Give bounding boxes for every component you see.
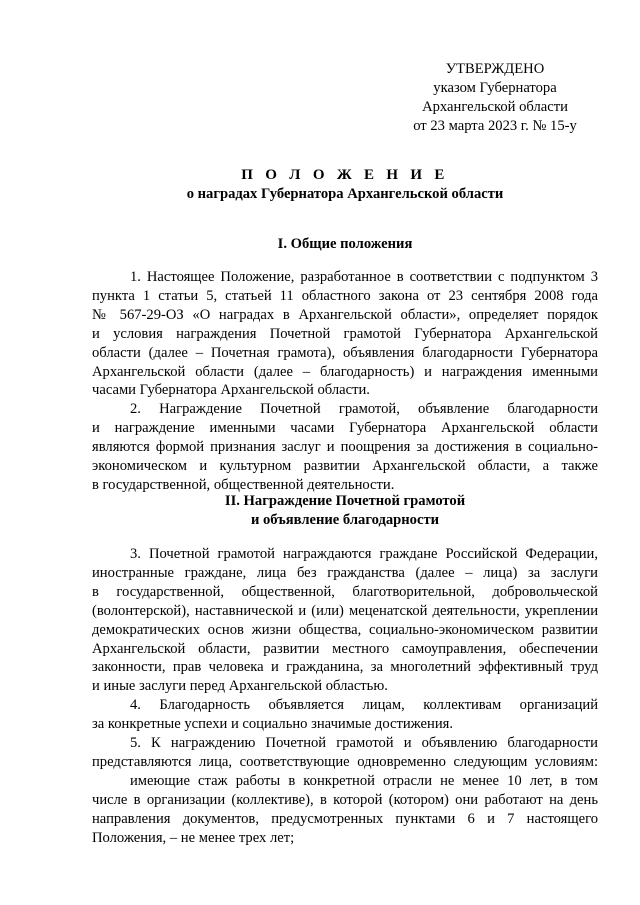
text-line: Архангельской области, развитии местного самоуправления, обеспечении: [92, 640, 598, 657]
text-line: экономическом и культурном развитии Архангельской области, а также: [92, 458, 598, 475]
text-line: пункта 1 статьи 5, статьей 11 областного закона от 23 сентября 2008 года: [92, 287, 598, 304]
text-line: иностранные граждане, лица без гражданства (далее – лица) за заслуги: [92, 564, 598, 581]
text-line: и награждение именными часами Губернатора Архангельской области: [92, 420, 598, 437]
text-line: Положения, – не менее трех лет;: [92, 829, 295, 846]
text-line: области (далее – Почетная грамота), объявления благодарности Губернатора: [92, 344, 598, 361]
text-line: и условия награждения Почетной грамотой Губернатора Архангельской: [92, 325, 598, 342]
text-line: 4. Благодарность объявляется лицам, коллективам организаций: [130, 697, 598, 714]
text-line: направления документов, предусмотренных пунктами 6 и 7 настоящего: [92, 810, 598, 827]
text-line: законности, прав человека и гражданина, за многолетний эффективный труд: [92, 659, 598, 676]
approval-line: УТВЕРЖДЕНО: [445, 61, 545, 77]
text-line: 2. Награждение Почетной грамотой, объявление благодарности: [130, 401, 598, 418]
text-line: и иные заслуги перед Архангельской областью.: [92, 678, 388, 695]
paragraphs-awards: [92, 545, 598, 848]
text-line: числе в организации (коллективе), в которой (котором) они работают на день: [92, 791, 598, 808]
text-line: 3. Почетной грамотой награждаются граждане Российской Федерации,: [130, 546, 598, 562]
text-line: представляются лица, соответствующие одновременно следующим условиям:: [92, 753, 598, 770]
section-heading-line: и объявление благодарности: [250, 512, 440, 528]
text-line: (волонтерской), наставнической и (или) меценатской деятельности, укреплении: [92, 602, 598, 619]
section-heading-line: II. Награждение Почетной грамотой: [224, 493, 466, 509]
approval-line: от 23 марта 2023 г. № 15-у: [413, 118, 577, 134]
approval-line: Архангельской области: [422, 99, 568, 115]
text-line: № 567-29-ОЗ «О наградах в Архангельской области», определяет порядок: [92, 306, 598, 323]
document-subtitle: о наградах Губернатора Архангельской области: [186, 186, 504, 202]
text-line: в государственной, общественной деятельности.: [92, 476, 395, 493]
text-line: в государственной, общественной, благотворительной, добровольческой: [92, 583, 598, 600]
text-line: Архангельской области (далее – благодарность) и награждения именными: [92, 363, 598, 380]
text-line: 5. К награждению Почетной грамотой и объявлению благодарности: [130, 735, 598, 752]
approval-line: указом Губернатора: [433, 80, 557, 96]
approval-stamp: [380, 60, 610, 136]
document-title: П О Л О Ж Е Н И Е: [241, 167, 449, 183]
text-line: демократических основ жизни общества, социально-экономическом развитии: [92, 621, 598, 638]
section-heading-awards: [92, 492, 598, 530]
text-line: имеющие стаж работы в конкретной отрасли не менее 10 лет, в том: [130, 772, 598, 789]
section-heading-general: I. Общие положения: [277, 236, 413, 252]
text-line: являются формой признания заслуг и поощрения за достижения в социально-: [92, 439, 598, 456]
text-line: часами Губернатора Архангельской области.: [92, 382, 370, 399]
paragraphs-general: [92, 268, 598, 495]
text-line: за конкретные успехи и социально значимые достижения.: [92, 716, 453, 733]
text-line: 1. Настоящее Положение, разработанное в соответствии с подпунктом 3: [130, 269, 598, 285]
